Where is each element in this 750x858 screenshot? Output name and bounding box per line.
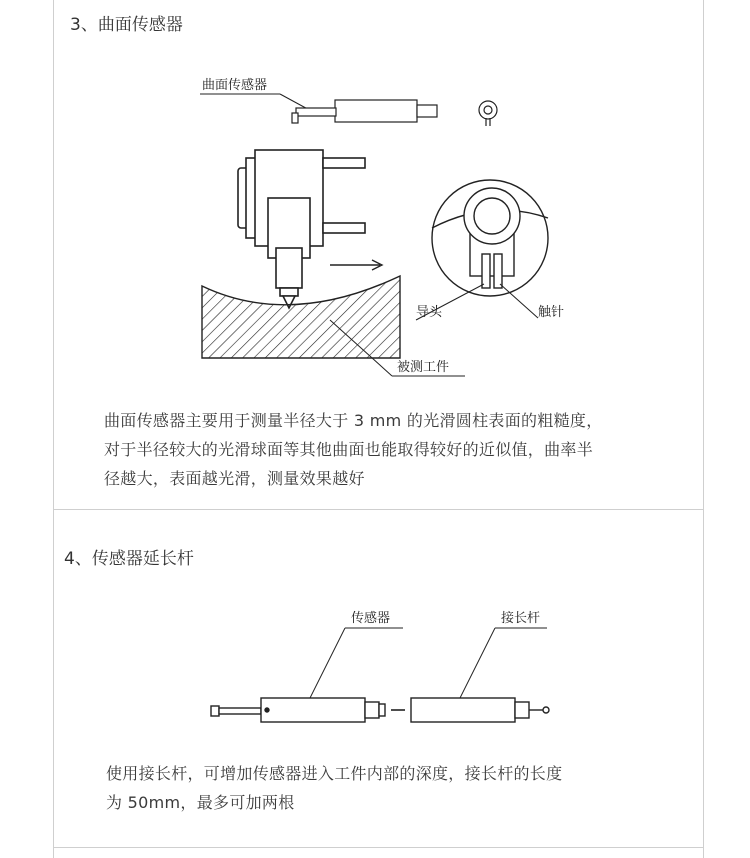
left-border bbox=[53, 0, 54, 858]
section-divider bbox=[53, 509, 704, 510]
label-stylus: 触针 bbox=[538, 305, 565, 320]
paragraph-line: 对于半径较大的光滑球面等其他曲面也能取得较好的近似值，曲率半 bbox=[104, 440, 594, 459]
small-sensor-drawing bbox=[292, 100, 437, 123]
sensor-drawing bbox=[211, 698, 385, 722]
paragraph-line: 使用接长杆，可增加传感器进入工件内部的深度，接长杆的长度 bbox=[106, 764, 563, 783]
label-extension-rod: 接长杆 bbox=[501, 611, 541, 626]
section1-paragraph bbox=[104, 406, 684, 493]
label-guide-head: 导头 bbox=[416, 305, 443, 320]
right-border bbox=[703, 0, 704, 858]
paragraph-line: 径越大，表面越光滑，测量效果越好 bbox=[104, 469, 365, 488]
label-sensor: 传感器 bbox=[351, 611, 391, 626]
section-title-curved-sensor: 3、曲面传感器 bbox=[70, 15, 183, 35]
section-title-extension-rod: 4、传感器延长杆 bbox=[64, 549, 194, 569]
label-curved-sensor: 曲面传感器 bbox=[202, 78, 268, 93]
paragraph-line: 为 50mm，最多可加两根 bbox=[106, 793, 295, 812]
label-workpiece: 被测工件 bbox=[397, 360, 450, 375]
small-end-view bbox=[479, 101, 497, 126]
direction-arrow bbox=[330, 260, 382, 270]
sensor-head-drawing bbox=[238, 150, 365, 308]
paragraph-line: 曲面传感器主要用于测量半径大于 3 mm 的光滑圆柱表面的粗糙度， bbox=[104, 411, 603, 430]
bottom-divider bbox=[53, 847, 704, 848]
detail-circle-view bbox=[432, 180, 548, 296]
curved-sensor-figure bbox=[180, 58, 600, 398]
section2-paragraph bbox=[106, 759, 686, 817]
extension-rod-figure bbox=[205, 598, 565, 728]
extension-rod-drawing bbox=[411, 698, 549, 722]
